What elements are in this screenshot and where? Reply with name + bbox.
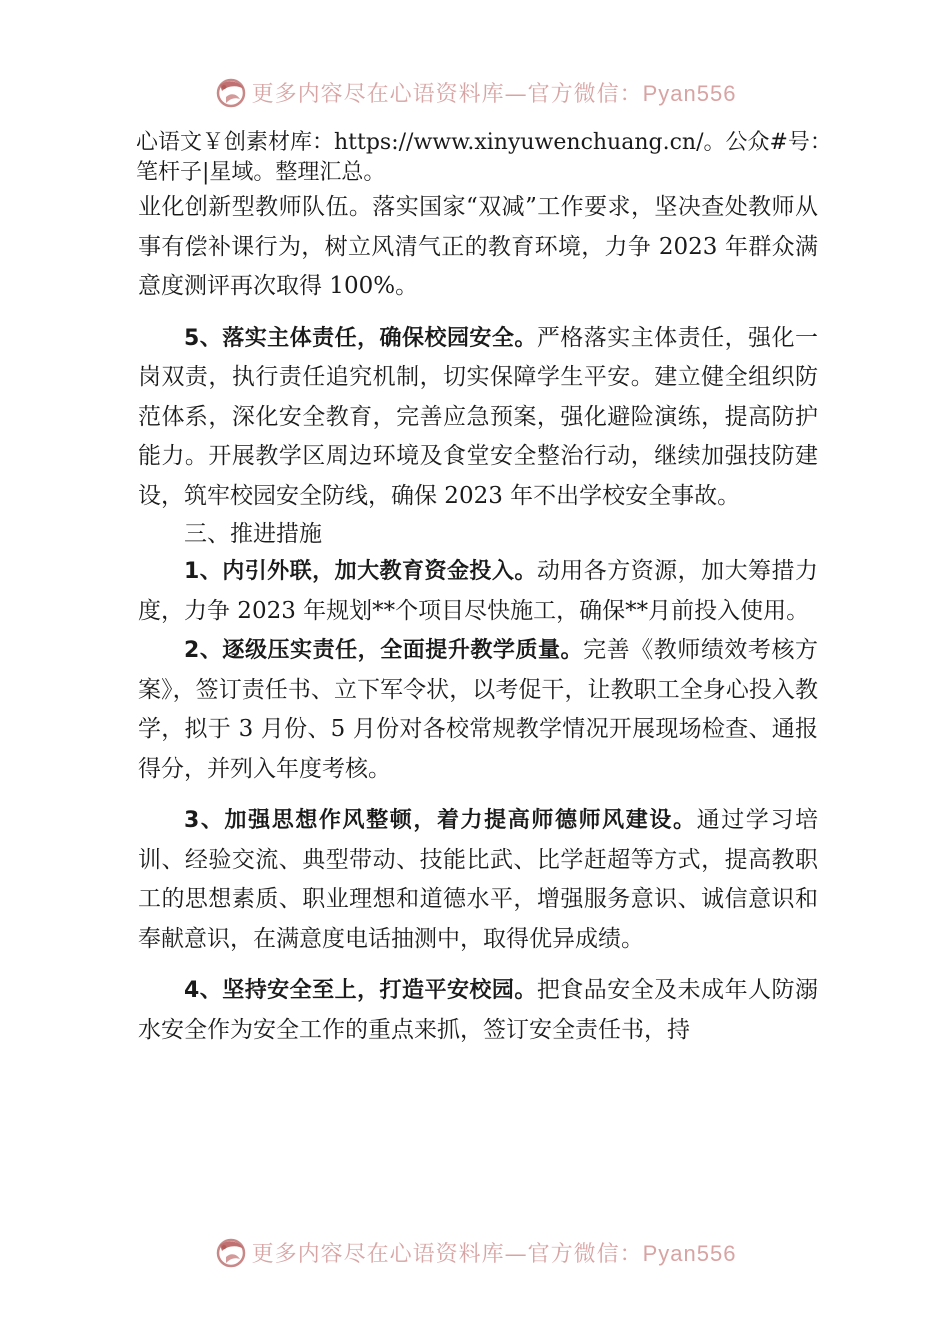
section-heading: 三、推进措施: [184, 521, 322, 547]
measure-lead: 4、坚持安全至上，打造平安校园。: [184, 978, 537, 1003]
header-banner: [0, 72, 950, 112]
paragraph-continuation: 业化创新型教师队伍。落实国家“双减”工作要求，坚决查处教师从事有偿补课行为，树立风清气正的教育环境，力争 2023 年群众满意度测评再次取得 100%。: [138, 194, 818, 299]
red-brush-logo-icon: [214, 1235, 248, 1269]
measure-lead: 3、加强思想作风整顿，着力提高师德师风建设。: [184, 808, 697, 833]
source-note: 心语文￥创素材库：https://www.xinyuwenchuang.cn/。公众#号：笔杆子|星域。整理汇总。: [136, 130, 832, 185]
paragraph-lead: 5、落实主体责任，确保校园安全。: [184, 325, 537, 351]
wechat-id: Pyan556: [642, 80, 737, 106]
wechat-id: Pyan556: [642, 1240, 737, 1266]
footer-banner: [0, 1232, 950, 1272]
banner-text: 更多内容尽在心语资料库—官方微信：Pyan556: [251, 80, 737, 107]
measure-lead: 1、内引外联，加大教育资金投入。: [184, 559, 537, 584]
measure-lead: 2、逐级压实责任，全面提升教学质量。: [184, 638, 584, 663]
measure-3: 3、加强思想作风整顿，着力提高师德师风建设。通过学习培训、经验交流、典型带动、技能比武、比学赶超等方式，提高教职工的思想素质、职业理想和道德水平，增强服务意识、诚信意识和奉献意识，在满意度电话抽测中，取得优异成绩。: [138, 807, 819, 952]
measure-2: 2、逐级压实责任，全面提升教学质量。完善《教师绩效考核方案》，签订责任书、立下军令状，以考促干，让教职工全身心投入教学，拟于 3 月份、5 月份对各校常规教学情况开展现场检查、通报得分，并列入年度考核。: [138, 637, 819, 782]
banner-text: 更多内容尽在心语资料库—官方微信：Pyan556: [251, 1240, 737, 1267]
paragraph-campus-safety: 5、落实主体责任，确保校园安全。严格落实主体责任，强化一岗双责，执行责任追究机制，切实保障学生平安。建立健全组织防范体系，深化安全教育，完善应急预案，强化避险演练，提高防护能力。开展教学区周边环境及食堂安全整治行动，继续加强技防建设，筑牢校园安全防线，确保 2023 年不出学校安全事故。: [138, 324, 818, 509]
red-brush-logo-icon: [214, 75, 248, 109]
measure-4: 4、坚持安全至上，打造平安校园。把食品安全及未成年人防溺水安全作为安全工作的重点来抓，签订安全责任书，持: [138, 977, 818, 1043]
document-body: [138, 188, 818, 1050]
measure-1: 1、内引外联，加大教育资金投入。动用各方资源，加大筹措力度，力争 2023 年规划**个项目尽快施工，确保**月前投入使用。: [138, 558, 818, 624]
